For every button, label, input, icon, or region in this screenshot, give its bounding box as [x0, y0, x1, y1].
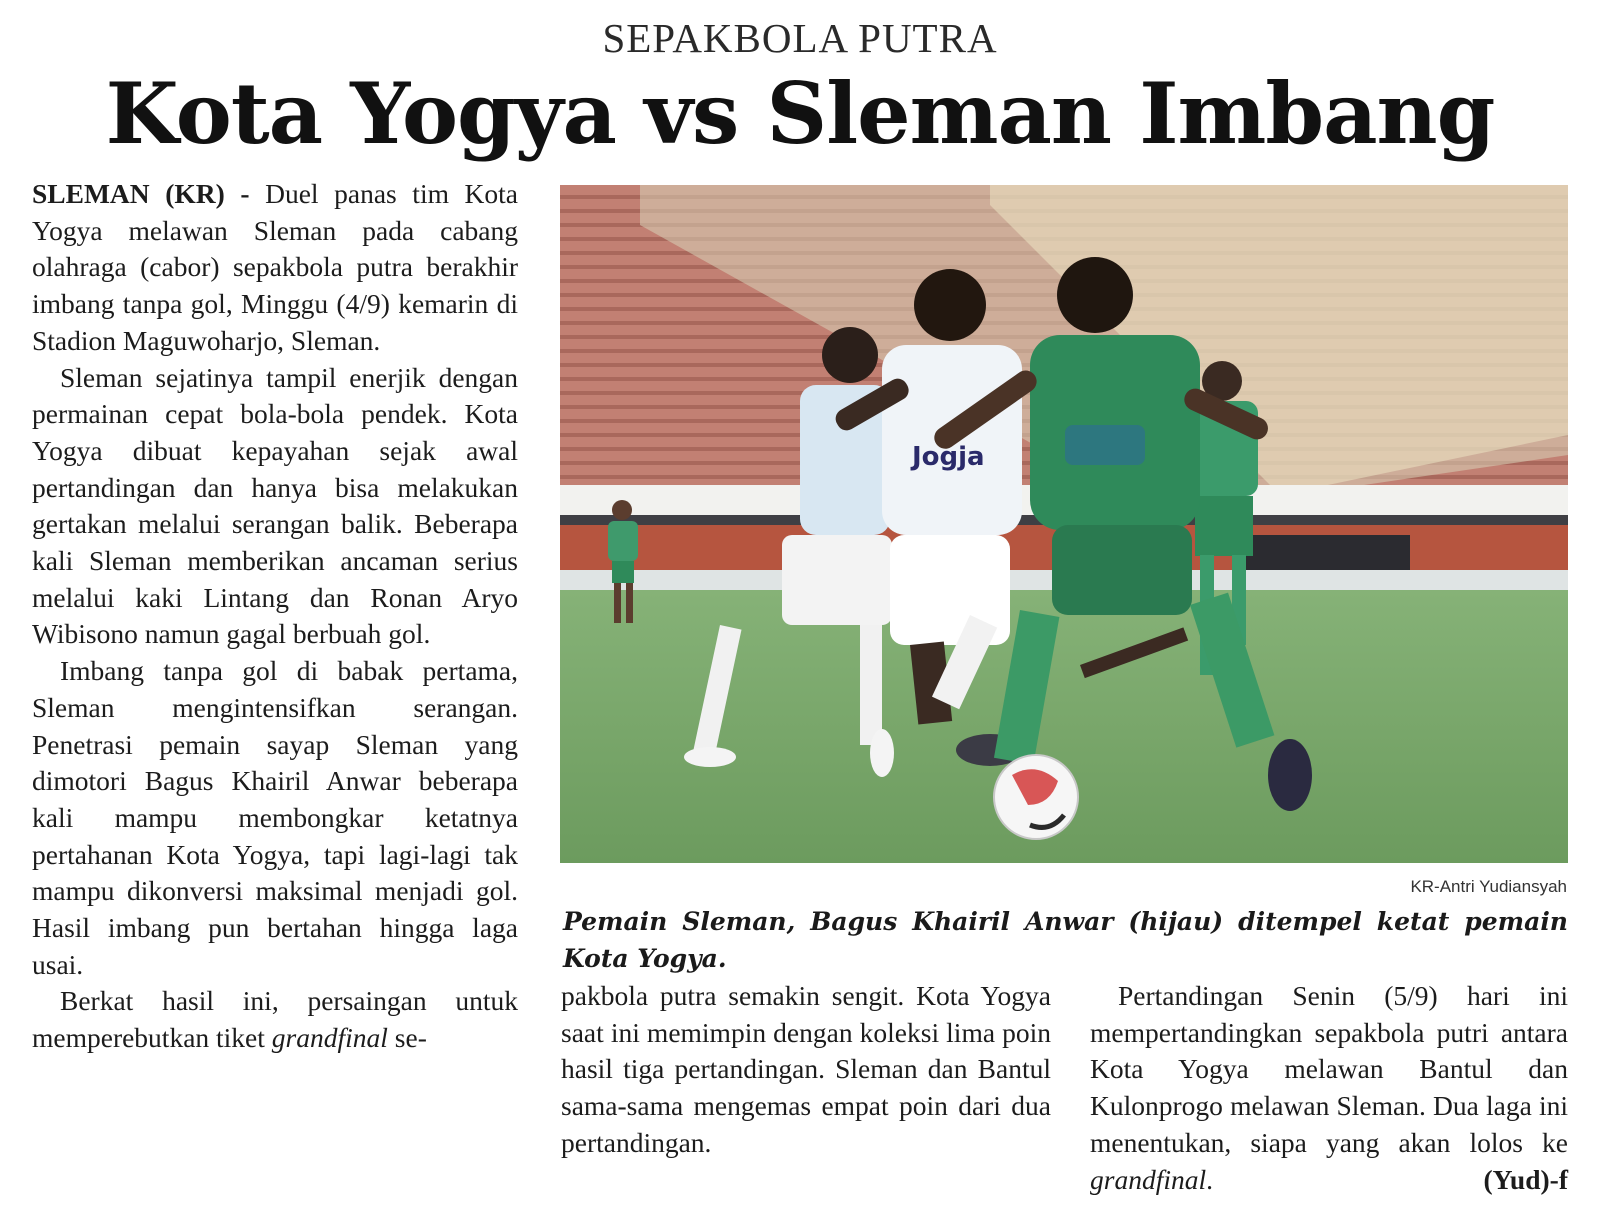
section-kicker: SEPAKBOLA PUTRA [602, 15, 998, 61]
paragraph-5-end: . [1206, 1163, 1213, 1195]
paragraph-5 [1090, 978, 1568, 1198]
author-signature: (Yud)-f [1483, 1163, 1568, 1195]
paragraph-4-emphasis: grandfinal [271, 1022, 388, 1054]
headline: Kota Yogya vs Sleman Imbang [105, 64, 1495, 163]
photo-caption: Pemain Sleman, Bagus Khairil Anwar (hijau) ditempel ketat pemain Kota Yogya. [563, 907, 1568, 973]
football [994, 755, 1078, 839]
jersey-text: Jogja [912, 442, 985, 472]
article-column-3 [1090, 978, 1568, 1198]
match-photo [560, 185, 1568, 863]
paragraph-1-text: Duel panas tim Kota Yogya melawan Sleman pada cabang olahraga (cabor) sepakbola putra berakhir imbang tanpa gol, Minggu (4/9) kemarin di Stadion Maguwoharjo, Sleman. [32, 178, 518, 356]
dateline: SLEMAN (KR) - [32, 178, 250, 209]
paragraph-1 [32, 176, 518, 360]
paragraph-4-hyphen: se- [394, 1022, 427, 1054]
paragraph-5-emphasis: grandfinal [1090, 1163, 1207, 1195]
article-column-2 [561, 978, 1051, 1162]
paragraph-4-text: Berkat hasil ini, persaingan untuk memperebutkan tiket [32, 985, 518, 1054]
photo-credit: KR-Antri Yudiansyah [1410, 877, 1567, 896]
paragraph-3: Imbang tanpa gol di babak pertama, Sleman mengintensifkan serangan. Penetrasi pemain sayap Sleman yang dimotori Bagus Khairil Anwar beberapa kali mampu membongkar ketatnya pertahanan Kota Yogya, tapi lagi-lagi tak mampu dikonversi maksimal menjadi gol. Hasil imbang pun bertahan hingga laga usai. [32, 655, 518, 980]
paragraph-2: Sleman sejatinya tampil enerjik dengan permainan cepat bola-bola pendek. Kota Yogya dibuat kepayahan sejak awal pertandingan dan hanya bisa melakukan gertakan melalui serangan balik. Beberapa kali Sleman memberikan ancaman serius melalui kaki Lintang dan Ronan Aryo Wibisono namun gagal berbuah gol. [32, 361, 518, 650]
article-column-1 [32, 176, 518, 1057]
paragraph-5-text: Pertandingan Senin (5/9) hari ini mempertandingkan sepakbola putri antara Kota Yogya melawan Bantul dan Kulonprogo melawan Sleman. Dua laga ini menentukan, siapa yang akan lolos ke [1090, 980, 1568, 1158]
paragraph-4-continued: pakbola putra semakin sengit. Kota Yogya saat ini memimpin dengan koleksi lima poin hasil tiga pertandingan. Sleman dan Bantul sama-sama mengemas empat poin dari dua pertandingan. [561, 980, 1051, 1158]
paragraph-4-start [32, 983, 518, 1056]
